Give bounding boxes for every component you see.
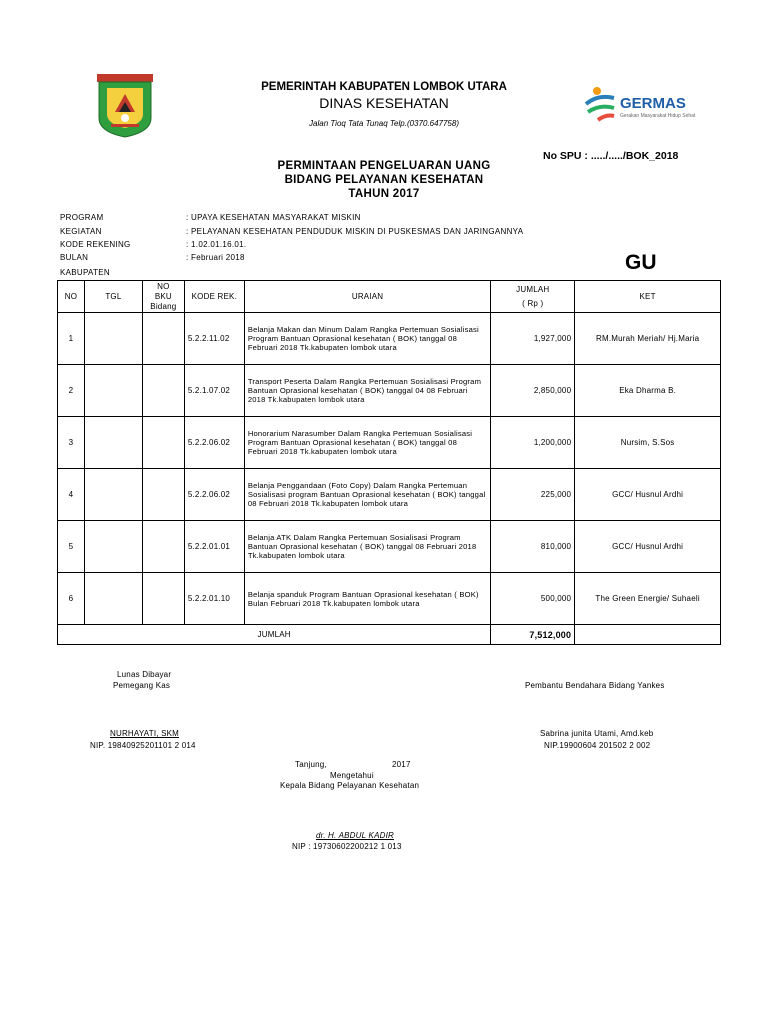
row-jumlah: 1,200,000: [491, 417, 575, 469]
row-ket: GCC/ Husnul Ardhi: [575, 469, 721, 521]
row-tgl: [84, 521, 142, 573]
row-kode: 5.2.2.11.02: [184, 313, 244, 365]
doc-title-line1: PERMINTAAN PENGELUARAN UANG: [277, 160, 491, 172]
row-uraian: Transport Peserta Dalam Rangka Pertemuan Sosialisasi Program Bantuan Oprasional kesehatan ( BOK) tanggal 04 08 Februari 2018 Tk.kabupaten lombok utara: [244, 365, 491, 417]
col-header-uraian: URAIAN: [244, 281, 491, 313]
info-program: PROGRAM : UPAYA KESEHATAN MASYARAKAT MISKIN: [60, 213, 361, 222]
table-row: [58, 365, 721, 417]
info-bulan: BULAN : Februari 2018: [60, 253, 245, 262]
row-ket: GCC/ Husnul Ardhi: [575, 521, 721, 573]
office-name: DINAS KESEHATAN: [319, 95, 449, 111]
row-jumlah: 500,000: [491, 573, 575, 625]
row-ket: Nursim, S.Sos: [575, 417, 721, 469]
row-no: 5: [58, 521, 85, 573]
row-uraian: Belanja ATK Dalam Rangka Pertemuan Sosialisasi Program Bantuan Oprasional kesehatan ( BOK) tanggal 08 Februari 2018 Tk.kabupaten lombok utara: [244, 521, 491, 573]
col-header-no: NO: [58, 281, 85, 313]
col-header-tgl: TGL: [84, 281, 142, 313]
doc-title-line3: TAHUN 2017: [348, 188, 420, 200]
row-bku: [142, 573, 184, 625]
row-no: 3: [58, 417, 85, 469]
col-header-kode: KODE REK.: [184, 281, 244, 313]
row-kode: 5.2.2.01.10: [184, 573, 244, 625]
table-row: [58, 417, 721, 469]
row-bku: [142, 417, 184, 469]
row-bku: [142, 469, 184, 521]
col-header-ket: KET: [575, 281, 721, 313]
pemegang-kas-label: Pemegang Kas: [113, 681, 171, 690]
svg-text:Gerakan Masyarakat Hidup Sehat: Gerakan Masyarakat Hidup Sehat: [620, 113, 696, 119]
row-kode: 5.2.1.07.02: [184, 365, 244, 417]
total-label: JUMLAH: [58, 625, 491, 645]
info-kegiatan: KEGIATAN : PELAYANAN KESEHATAN PENDUDUK MISKIN DI PUSKESMAS DAN JARINGANNYA: [60, 227, 524, 236]
row-tgl: [84, 573, 142, 625]
government-name: PEMERINTAH KABUPATEN LOMBOK UTARA: [261, 81, 507, 93]
row-uraian: Honorarium Narasumber Dalam Rangka Pertemuan Sosialisasi Program Bantuan Oprasional kesehatan ( BOK) tanggal 08 Februari 2018 Tk.kabupaten lombok utara: [244, 417, 491, 469]
row-kode: 5.2.2.06.02: [184, 417, 244, 469]
row-ket: RM.Murah Meriah/ Hj.Maria: [575, 313, 721, 365]
mengetahui-label: Mengetahui: [330, 771, 374, 780]
row-bku: [142, 365, 184, 417]
bendahara-signer-nip: NIP.19900604 201502 2 002: [544, 741, 651, 750]
table-header: [58, 281, 721, 313]
kas-signer-nip: NIP. 19840925201101 2 014: [90, 741, 196, 750]
doc-title-line2: BIDANG PELAYANAN KESEHATAN: [284, 174, 484, 186]
kas-signer-name: NURHAYATI, SKM: [110, 729, 180, 738]
row-uraian: Belanja spanduk Program Bantuan Oprasional kesehatan ( BOK) Bulan Februari 2018 Tk.kabupaten lombok utara: [244, 573, 491, 625]
svg-text:GERMAS: GERMAS: [620, 95, 686, 112]
row-ket: Eka Dharma B.: [575, 365, 721, 417]
lunas-dibayar-label: Lunas Dibayar: [117, 670, 172, 679]
year-label: 2017: [392, 760, 411, 769]
total-value: 7,512,000: [491, 625, 575, 645]
row-kode: 5.2.2.01.01: [184, 521, 244, 573]
row-jumlah: 2,850,000: [491, 365, 575, 417]
row-kode: 5.2.2.06.02: [184, 469, 244, 521]
table-row: [58, 573, 721, 625]
row-jumlah: 1,927,000: [491, 313, 575, 365]
row-uraian: Belanja Makan dan Minum Dalam Rangka Pertemuan Sosialisasi Program Bantuan Oprasional kesehatan ( BOK) tanggal 08 Februari 2018 Tk.kabupaten lombok utara: [244, 313, 491, 365]
row-jumlah: 810,000: [491, 521, 575, 573]
spu-number: No SPU : ...../...../BOK_2018: [543, 150, 679, 162]
row-ket: The Green Energie/ Suhaeli: [575, 573, 721, 625]
row-tgl: [84, 365, 142, 417]
row-no: 1: [58, 313, 85, 365]
pembantu-bendahara-label: Pembantu Bendahara Bidang Yankes: [525, 681, 665, 690]
kepala-bidang-nip: NIP : 19730602200212 1 013: [292, 842, 402, 851]
row-no: 4: [58, 469, 85, 521]
office-address: Jalan Tioq Tata Tunaq Telp.(0370.647758): [309, 119, 459, 128]
place-label: Tanjung,: [295, 760, 327, 769]
row-uraian: Belanja Penggandaan (Foto Copy) Dalam Rangka Pertemuan Sosialisasi program Bantuan Oprasional kesehatan ( BOK) tanggal 08 Februari 2018 Tk.kabupaten lombok utara: [244, 469, 491, 521]
kepala-bidang-name: dr. H. ABDUL KADIR: [316, 831, 394, 840]
table-row: [58, 521, 721, 573]
table-row: [58, 469, 721, 521]
germas-logo: [584, 84, 706, 126]
kepala-bidang-title: Kepala Bidang Pelayanan Kesehatan: [280, 781, 420, 790]
row-tgl: [84, 469, 142, 521]
expense-table: [57, 280, 721, 645]
info-kode-rekening: KODE REKENING : 1.02.01.16.01.: [60, 240, 247, 249]
row-bku: [142, 521, 184, 573]
bendahara-signer-name: Sabrina junita Utami, Amd.keb: [540, 729, 654, 738]
table-total-row: [58, 625, 721, 645]
row-jumlah: 225,000: [491, 469, 575, 521]
total-ket: [575, 625, 721, 645]
table-row: [58, 313, 721, 365]
row-tgl: [84, 417, 142, 469]
info-kabupaten: KABUPATEN: [60, 268, 110, 277]
row-no: 6: [58, 573, 85, 625]
gu-badge: GU: [625, 251, 657, 274]
col-header-nobku: NO BKU Bidang: [142, 281, 184, 313]
col-header-jumlah: JUMLAH ( Rp ): [491, 281, 575, 313]
row-bku: [142, 313, 184, 365]
row-no: 2: [58, 365, 85, 417]
row-tgl: [84, 313, 142, 365]
